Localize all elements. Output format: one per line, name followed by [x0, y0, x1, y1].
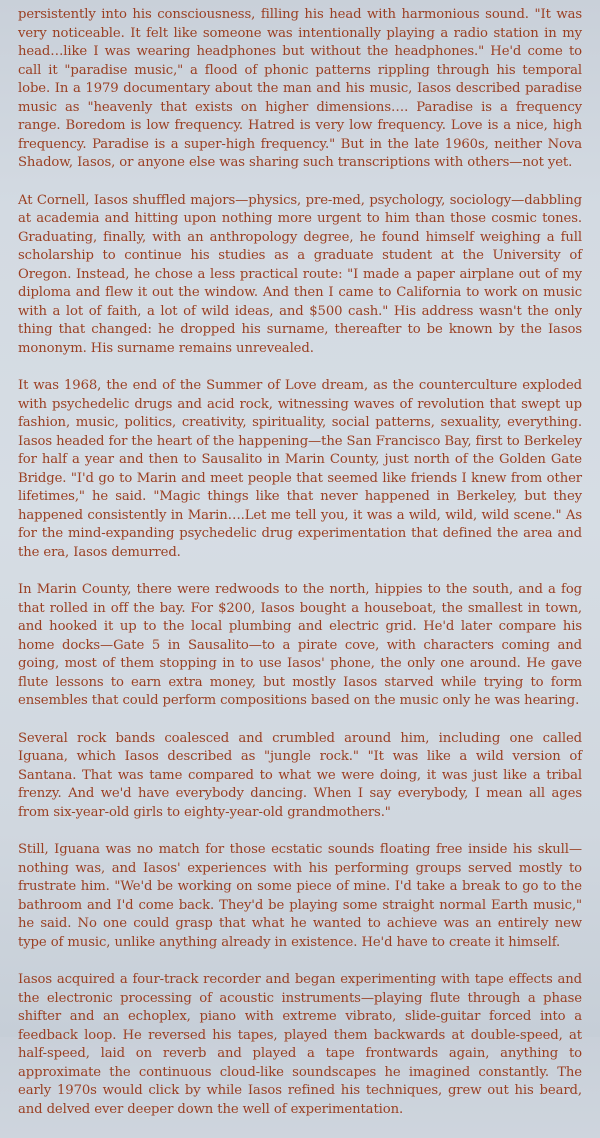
- paragraph-7: Iasos acquired a four-track recorder and began experimenting with tape effects and the electronic processing of acoustic instruments—playing flute through a phase shifter and an echoplex, piano with extreme vibrato, slide-guitar forced into a feedback loop. He reversed his tapes, played them backwards at double-speed, at half-speed, laid on reverb and played a tape frontwards again, anything to approximate the continuous cloud-like soundscapes he imagined constantly. The early 1970s would click by while Iasos refined his techniques, grew out his beard, and delved ever deeper down the well of experimentation.: [18, 972, 582, 1117]
- paragraph-5: Several rock bands coalesced and crumbled around him, including one called Iguana, which Iasos described as "jungle rock." "It was like a wild version of Santana. That was tame compared to what we were doing, it was just like a tribal frenzy. And we'd have everybody dancing. When I say everybody, I mean all ages from six-year-old girls to eighty-year-old grandmothers.": [18, 730, 582, 820]
- paragraph-3: It was 1968, the end of the Summer of Love dream, as the counterculture exploded with psychedelic drugs and acid rock, witnessing waves of revolution that swept up fashion, music, politics, creativity, spirituality, social patterns, sexuality, everything. Iasos headed for the heart of the happening—the San Francisco Bay, first to Berkeley for half a year and then to Sausalito in Marin County, just north of the Golden Gate Bridge. "I'd go to Marin and meet people that seemed like friends I knew from other lifetimes," he said. "Magic things like that never happened in Berkeley, but they happened consistently in Marin….Let me tell you, it was a wild, wild, wild scene." As for the mind-expanding psychedelic drug experimentation that defined the area and the era, Iasos demurred.: [18, 378, 582, 560]
- paragraph-1: persistently into his consciousness, filling his head with harmonious sound. "It was very noticeable. It felt like someone was intentionally playing a radio station in my head…like I was wearing headphones but without the headphones." He'd come to call it "paradise music," a flood of phonic patterns rippling through his temporal lobe. In a 1979 documentary about the man and his music, Iasos described paradise music as "heavenly that exists on higher dimensions…. Paradise is a frequency range. Boredom is low frequency. Hatred is very low frequency. Love is a nice, high frequency. Paradise is a super-high frequency." But in the late 1960s, neither Nova Shadow, Iasos, or anyone else was sharing such transcriptions with others—not yet.: [18, 7, 582, 170]
- document-page: [18, 6, 582, 1138]
- paragraph-6: Still, Iguana was no match for those ecstatic sounds floating free inside his skull—nothing was, and Iasos' experiences with his performing groups served mostly to frustrate him. "We'd be working on some piece of mine. I'd take a break to go to the bathroom and I'd come back. They'd be playing some straight normal Earth music," he said. No one could grasp that what he wanted to achieve was an entirely new type of music, unlike anything already in existence. He'd have to create it himself.: [18, 842, 582, 950]
- paragraph-4: In Marin County, there were redwoods to the north, hippies to the south, and a fog that rolled in off the bay. For $200, Iasos bought a houseboat, the smallest in town, and hooked it up to the local plumbing and electric grid. He'd later compare his home docks—Gate 5 in Sausalito—to a pirate cove, with characters coming and going, most of them stopping in to use Iasos' phone, the only one around. He gave flute lessons to earn extra money, but mostly Iasos starved while trying to form ensembles that could perform compositions based on the music only he was hearing.: [18, 582, 582, 708]
- paragraph-2: At Cornell, Iasos shuffled majors—physics, pre-med, psychology, sociology—dabbling at academia and hitting upon nothing more urgent to him than those cosmic tones. Graduating, finally, with an anthropology degree, he found himself weighing a full scholarship to continue his studies as a graduate student at the University of Oregon. Instead, he chose a less practical route: "I made a paper airplane out of my diploma and flew it out the window. And then I came to California to work on music with a lot of faith, a lot of wild ideas, and $500 cash." His address wasn't the only thing that changed: he dropped his surname, thereafter to be known by the Iasos mononym. His surname remains unrevealed.: [18, 192, 582, 356]
